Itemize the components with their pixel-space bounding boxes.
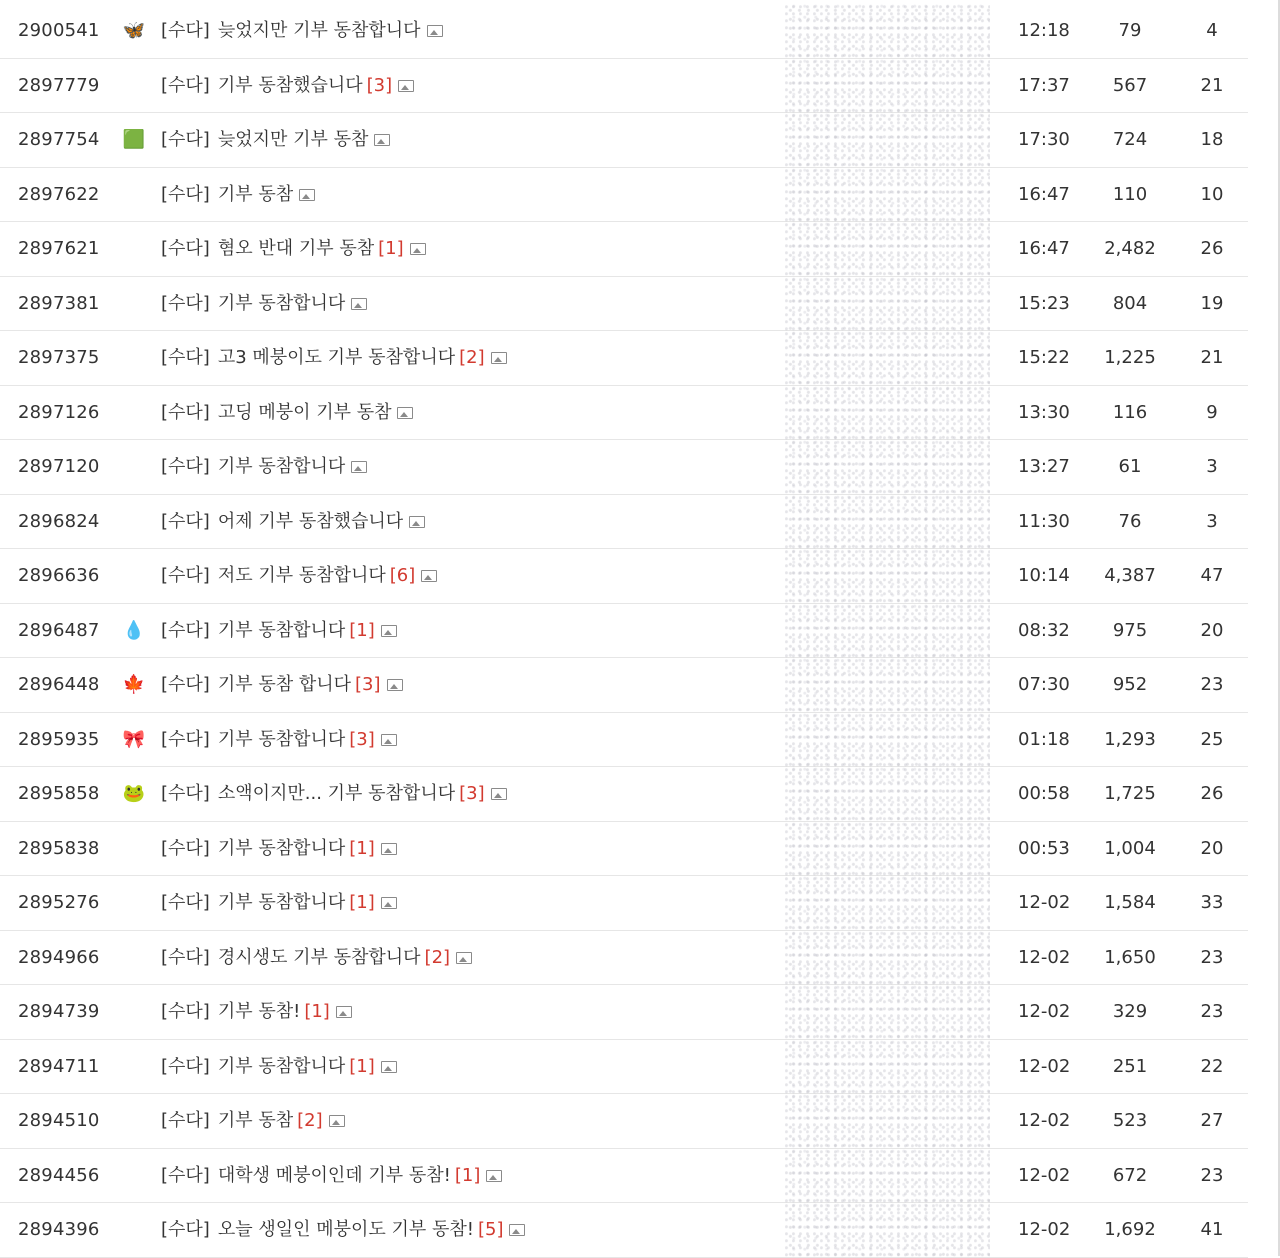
recommend-count: 21: [1200, 74, 1224, 96]
post-title-text: 기부 동참합니다: [217, 292, 346, 314]
post-title-link[interactable]: [161, 222, 771, 276]
post-date: 12-02: [1018, 1055, 1071, 1077]
comment-count[interactable]: [3]: [459, 783, 485, 804]
recommend-count: 9: [1206, 401, 1218, 423]
post-title-text: 기부 동참 합니다: [217, 674, 351, 695]
recommend-count: 10: [1200, 183, 1224, 205]
post-number: 2897779: [18, 74, 100, 96]
category-tag: [수다]: [161, 892, 210, 913]
comment-count[interactable]: [2]: [297, 1110, 323, 1131]
category-tag: [수다]: [161, 510, 210, 532]
butterfly-icon: 🦋: [122, 20, 146, 41]
post-title-text: 고딩 메붕이 기부 동참: [217, 401, 392, 423]
table-row[interactable]: [0, 931, 1248, 986]
post-number: 2895858: [18, 783, 100, 804]
post-number: 2896636: [18, 565, 100, 586]
comment-count[interactable]: [1]: [349, 837, 375, 859]
view-count: 804: [1112, 292, 1148, 314]
table-row[interactable]: [0, 604, 1248, 659]
image-attachment-icon: [397, 407, 413, 419]
writer-name-redacted: [785, 1040, 990, 1094]
recommend-count: 18: [1200, 129, 1224, 150]
post-date: 17:37: [1018, 74, 1070, 96]
recommend-count: 21: [1200, 347, 1224, 368]
table-row[interactable]: [0, 767, 1248, 822]
comment-count[interactable]: [3]: [366, 74, 393, 96]
user-icon-slot: [120, 222, 148, 276]
post-title-text: 경시생도 기부 동참합니다: [217, 946, 421, 968]
post-date: 12-02: [1018, 1219, 1071, 1240]
post-number: 2897622: [18, 183, 100, 205]
table-row[interactable]: [0, 59, 1248, 114]
category-tag: [수다]: [161, 783, 210, 804]
post-date: 10:14: [1018, 565, 1070, 586]
post-number: 2895838: [18, 837, 100, 859]
view-count: 79: [1118, 20, 1142, 41]
post-number: 2900541: [18, 20, 100, 41]
table-row[interactable]: [0, 876, 1248, 931]
post-title-link[interactable]: [161, 1040, 771, 1094]
view-count: 672: [1112, 1164, 1148, 1186]
category-tag: [수다]: [161, 20, 210, 41]
image-attachment-icon: [351, 461, 367, 473]
post-title-text: 기부 동참: [217, 183, 294, 205]
table-row[interactable]: [0, 822, 1248, 877]
image-attachment-icon: [381, 897, 397, 909]
table-row[interactable]: [0, 658, 1248, 713]
table-row[interactable]: [0, 331, 1248, 386]
user-icon-slot: [120, 549, 148, 603]
comment-count[interactable]: [6]: [389, 565, 416, 586]
post-title-link[interactable]: [161, 59, 771, 113]
view-count: 4,387: [1104, 565, 1156, 586]
comment-count[interactable]: [5]: [477, 1219, 504, 1240]
post-title-text: 혐오 반대 기부 동참: [217, 238, 375, 259]
category-tag: [수다]: [161, 456, 210, 477]
frog-icon: 🐸: [122, 783, 146, 804]
post-title-text: 기부 동참합니다: [217, 456, 346, 477]
category-tag: [수다]: [161, 1001, 210, 1022]
recommend-count: 41: [1200, 1219, 1224, 1240]
table-row[interactable]: [0, 168, 1248, 223]
user-icon-slot: [120, 1149, 148, 1203]
category-tag: [수다]: [161, 837, 210, 859]
post-title-link[interactable]: [161, 386, 771, 440]
post-date: 12-02: [1018, 892, 1071, 913]
post-title-text: 오늘 생일인 메붕이도 기부 동참!: [217, 1219, 474, 1240]
post-title-link[interactable]: [161, 331, 771, 385]
post-title-text: 기부 동참!: [217, 1001, 301, 1022]
post-number: 2895935: [18, 728, 100, 750]
post-date: 11:30: [1018, 510, 1070, 532]
droplet-icon: 💧: [122, 619, 146, 641]
comment-count[interactable]: [1]: [304, 1001, 330, 1022]
post-list: [0, 4, 1248, 1258]
view-count: 251: [1112, 1055, 1148, 1077]
writer-name-redacted: [785, 277, 990, 331]
post-date: 13:27: [1018, 456, 1070, 477]
view-count: 1,725: [1104, 783, 1156, 804]
post-title-text: 늦었지만 기부 동참: [217, 129, 369, 150]
user-icon-slot: [120, 386, 148, 440]
post-title-link[interactable]: [161, 277, 771, 331]
post-title-text: 대학생 메붕이인데 기부 동참!: [217, 1164, 451, 1186]
category-tag: [수다]: [161, 674, 210, 695]
category-tag: [수다]: [161, 183, 210, 205]
post-title-link[interactable]: [161, 1094, 771, 1148]
recommend-count: 26: [1200, 238, 1224, 259]
post-date: 12-02: [1018, 946, 1071, 968]
post-title-link[interactable]: [161, 985, 771, 1039]
view-count: 110: [1112, 183, 1148, 205]
recommend-count: 47: [1200, 565, 1224, 586]
table-row[interactable]: [0, 549, 1248, 604]
post-title-link[interactable]: [161, 822, 771, 876]
post-number: 2894456: [18, 1164, 100, 1186]
table-row[interactable]: [0, 1094, 1248, 1149]
view-count: 1,293: [1104, 728, 1156, 750]
writer-name-redacted: [785, 113, 990, 167]
post-title-link[interactable]: [161, 658, 771, 712]
writer-name-redacted: [785, 713, 990, 767]
post-title-text: 기부 동참합니다: [217, 619, 346, 641]
view-count: 975: [1112, 619, 1148, 641]
post-number: 2894966: [18, 946, 100, 968]
comment-count[interactable]: [2]: [459, 347, 485, 368]
view-count: 76: [1118, 510, 1142, 532]
post-title-link[interactable]: [161, 876, 771, 930]
user-icon-slot: [120, 495, 148, 549]
post-date: 13:30: [1018, 401, 1070, 423]
user-icon-slot: [120, 440, 148, 494]
writer-name-redacted: [785, 440, 990, 494]
image-attachment-icon: [421, 570, 437, 582]
post-number: 2896824: [18, 510, 100, 532]
recommend-count: 20: [1200, 619, 1224, 641]
comment-count[interactable]: [3]: [349, 728, 375, 750]
post-number: 2896448: [18, 674, 100, 695]
post-title-link[interactable]: [161, 4, 771, 58]
image-attachment-icon: [491, 352, 507, 364]
writer-name-redacted: [785, 222, 990, 276]
table-row[interactable]: [0, 985, 1248, 1040]
image-attachment-icon: [381, 734, 397, 746]
user-icon-slot: [120, 1094, 148, 1148]
post-number: 2894739: [18, 1001, 100, 1022]
writer-name-redacted: [785, 331, 990, 385]
image-attachment-icon: [299, 189, 315, 201]
post-title-link[interactable]: [161, 495, 771, 549]
recommend-count: 23: [1200, 946, 1224, 968]
writer-name-redacted: [785, 59, 990, 113]
post-date: 16:47: [1018, 183, 1070, 205]
recommend-count: 23: [1200, 1164, 1224, 1186]
post-title-text: 소액이지만... 기부 동참합니다: [217, 783, 456, 804]
post-date: 16:47: [1018, 238, 1070, 259]
post-number: 2896487: [18, 619, 100, 641]
post-date: 07:30: [1018, 674, 1070, 695]
post-title-text: 저도 기부 동참합니다: [217, 565, 386, 586]
post-date: 12-02: [1018, 1001, 1071, 1022]
comment-count[interactable]: [1]: [349, 1055, 375, 1077]
category-tag: [수다]: [161, 1110, 210, 1131]
view-count: 952: [1112, 674, 1148, 695]
category-tag: [수다]: [161, 1164, 210, 1186]
image-attachment-icon: [509, 1224, 525, 1236]
category-tag: [수다]: [161, 565, 210, 586]
table-row[interactable]: [0, 277, 1248, 332]
writer-name-redacted: [785, 4, 990, 58]
comment-count[interactable]: [1]: [454, 1164, 481, 1186]
post-number: 2897621: [18, 238, 100, 259]
user-icon-slot: [120, 985, 148, 1039]
post-number: 2897754: [18, 129, 100, 150]
post-title-text: 늦었지만 기부 동참합니다: [217, 20, 421, 41]
image-attachment-icon: [351, 298, 367, 310]
post-date: 00:53: [1018, 837, 1070, 859]
post-title-link[interactable]: [161, 440, 771, 494]
post-date: 12-02: [1018, 1110, 1071, 1131]
writer-name-redacted: [785, 604, 990, 658]
post-title-text: 기부 동참: [217, 1110, 294, 1131]
view-count: 567: [1112, 74, 1148, 96]
table-row[interactable]: [0, 1040, 1248, 1095]
writer-name-redacted: [785, 658, 990, 712]
category-tag: [수다]: [161, 619, 210, 641]
table-row[interactable]: [0, 222, 1248, 277]
view-count: 1,225: [1104, 347, 1156, 368]
image-attachment-icon: [409, 516, 425, 528]
post-title-link[interactable]: [161, 1203, 771, 1257]
image-attachment-icon: [456, 952, 472, 964]
post-title-text: 기부 동참합니다: [217, 837, 346, 859]
image-attachment-icon: [381, 843, 397, 855]
image-attachment-icon: [381, 625, 397, 637]
image-attachment-icon: [398, 80, 414, 92]
comment-count[interactable]: [3]: [355, 674, 381, 695]
image-attachment-icon: [410, 243, 426, 255]
table-row[interactable]: [0, 1149, 1248, 1204]
category-tag: [수다]: [161, 347, 210, 368]
writer-name-redacted: [785, 822, 990, 876]
post-date: 15:22: [1018, 347, 1070, 368]
post-title-text: 기부 동참합니다: [217, 1055, 346, 1077]
post-title-link[interactable]: [161, 713, 771, 767]
user-icon-slot: [120, 168, 148, 222]
table-row[interactable]: [0, 713, 1248, 768]
category-tag: [수다]: [161, 129, 210, 150]
recommend-count: 25: [1200, 728, 1224, 750]
view-count: 1,692: [1104, 1219, 1156, 1240]
category-tag: [수다]: [161, 292, 210, 314]
image-attachment-icon: [387, 679, 403, 691]
post-title-text: 고3 메붕이도 기부 동참합니다: [217, 347, 456, 368]
image-attachment-icon: [486, 1170, 502, 1182]
maple-leaf-icon: 🍁: [122, 674, 146, 695]
image-attachment-icon: [374, 134, 390, 146]
comment-count[interactable]: [1]: [378, 238, 404, 259]
post-date: 00:58: [1018, 783, 1070, 804]
post-title-link[interactable]: [161, 767, 771, 821]
comment-count[interactable]: [1]: [349, 892, 375, 913]
post-title-link[interactable]: [161, 549, 771, 603]
user-icon-slot: [120, 876, 148, 930]
post-date: 12:18: [1018, 20, 1070, 41]
post-date: 17:30: [1018, 129, 1070, 150]
view-count: 724: [1112, 129, 1148, 150]
recommend-count: 20: [1200, 837, 1224, 859]
writer-name-redacted: [785, 1094, 990, 1148]
view-count: 116: [1112, 401, 1148, 423]
pink-character-icon: 🎀: [122, 728, 146, 750]
image-attachment-icon: [427, 25, 443, 37]
recommend-count: 23: [1200, 1001, 1224, 1022]
image-attachment-icon: [336, 1006, 352, 1018]
category-tag: [수다]: [161, 728, 210, 750]
image-attachment-icon: [381, 1061, 397, 1073]
recommend-count: 19: [1200, 292, 1224, 314]
category-tag: [수다]: [161, 238, 210, 259]
table-row[interactable]: [0, 440, 1248, 495]
table-row[interactable]: [0, 4, 1248, 59]
writer-name-redacted: [785, 386, 990, 440]
post-date: 08:32: [1018, 619, 1070, 641]
post-number: 2894711: [18, 1055, 100, 1077]
table-row[interactable]: [0, 495, 1248, 550]
user-icon-slot: [120, 1203, 148, 1257]
recommend-count: 22: [1200, 1055, 1224, 1077]
recommend-count: 27: [1200, 1110, 1224, 1131]
writer-name-redacted: [785, 168, 990, 222]
post-title-text: 기부 동참합니다: [217, 892, 346, 913]
post-number: 2894510: [18, 1110, 100, 1131]
image-attachment-icon: [491, 788, 507, 800]
writer-name-redacted: [785, 876, 990, 930]
post-title-link[interactable]: [161, 931, 771, 985]
post-title-link[interactable]: [161, 1149, 771, 1203]
writer-name-redacted: [785, 767, 990, 821]
post-date: 01:18: [1018, 728, 1070, 750]
writer-name-redacted: [785, 1149, 990, 1203]
view-count: 1,584: [1104, 892, 1156, 913]
view-count: 523: [1112, 1110, 1148, 1131]
post-date: 15:23: [1018, 292, 1070, 314]
post-title-text: 기부 동참합니다: [217, 728, 346, 750]
table-row[interactable]: [0, 1203, 1248, 1258]
post-number: 2897381: [18, 292, 100, 314]
writer-name-redacted: [785, 1203, 990, 1257]
category-tag: [수다]: [161, 1055, 210, 1077]
view-count: 1,650: [1104, 946, 1156, 968]
recommend-count: 3: [1206, 510, 1218, 532]
writer-name-redacted: [785, 495, 990, 549]
post-number: 2897126: [18, 401, 100, 423]
post-date: 12-02: [1018, 1164, 1071, 1186]
category-tag: [수다]: [161, 74, 210, 96]
user-icon-slot: [120, 931, 148, 985]
view-count: 329: [1112, 1001, 1148, 1022]
post-number: 2895276: [18, 892, 100, 913]
writer-name-redacted: [785, 549, 990, 603]
category-tag: [수다]: [161, 401, 210, 423]
view-count: 61: [1118, 456, 1142, 477]
recommend-count: 23: [1200, 674, 1224, 695]
user-icon-slot: [120, 822, 148, 876]
recommend-count: 4: [1206, 20, 1218, 41]
image-attachment-icon: [329, 1115, 345, 1127]
recommend-count: 26: [1200, 783, 1224, 804]
post-title-link[interactable]: [161, 168, 771, 222]
view-count: 2,482: [1104, 238, 1156, 259]
category-tag: [수다]: [161, 946, 210, 968]
post-number: 2894396: [18, 1219, 100, 1240]
comment-count[interactable]: [1]: [349, 619, 375, 641]
post-title-link[interactable]: [161, 604, 771, 658]
user-icon-slot: [120, 277, 148, 331]
view-count: 1,004: [1104, 837, 1156, 859]
post-title-text: 기부 동참했습니다: [217, 74, 363, 96]
writer-name-redacted: [785, 985, 990, 1039]
table-row[interactable]: [0, 113, 1248, 168]
user-icon-slot: [120, 1040, 148, 1094]
table-row[interactable]: [0, 386, 1248, 441]
writer-name-redacted: [785, 931, 990, 985]
category-tag: [수다]: [161, 1219, 210, 1240]
post-number: 2897120: [18, 456, 100, 477]
post-number: 2897375: [18, 347, 100, 368]
recommend-count: 33: [1200, 892, 1224, 913]
green-badge-icon: 🟩: [122, 129, 146, 150]
comment-count[interactable]: [2]: [424, 946, 451, 968]
post-title-text: 어제 기부 동참했습니다: [217, 510, 404, 532]
user-icon-slot: [120, 59, 148, 113]
user-icon-slot: [120, 331, 148, 385]
post-title-link[interactable]: [161, 113, 771, 167]
recommend-count: 3: [1206, 456, 1218, 477]
